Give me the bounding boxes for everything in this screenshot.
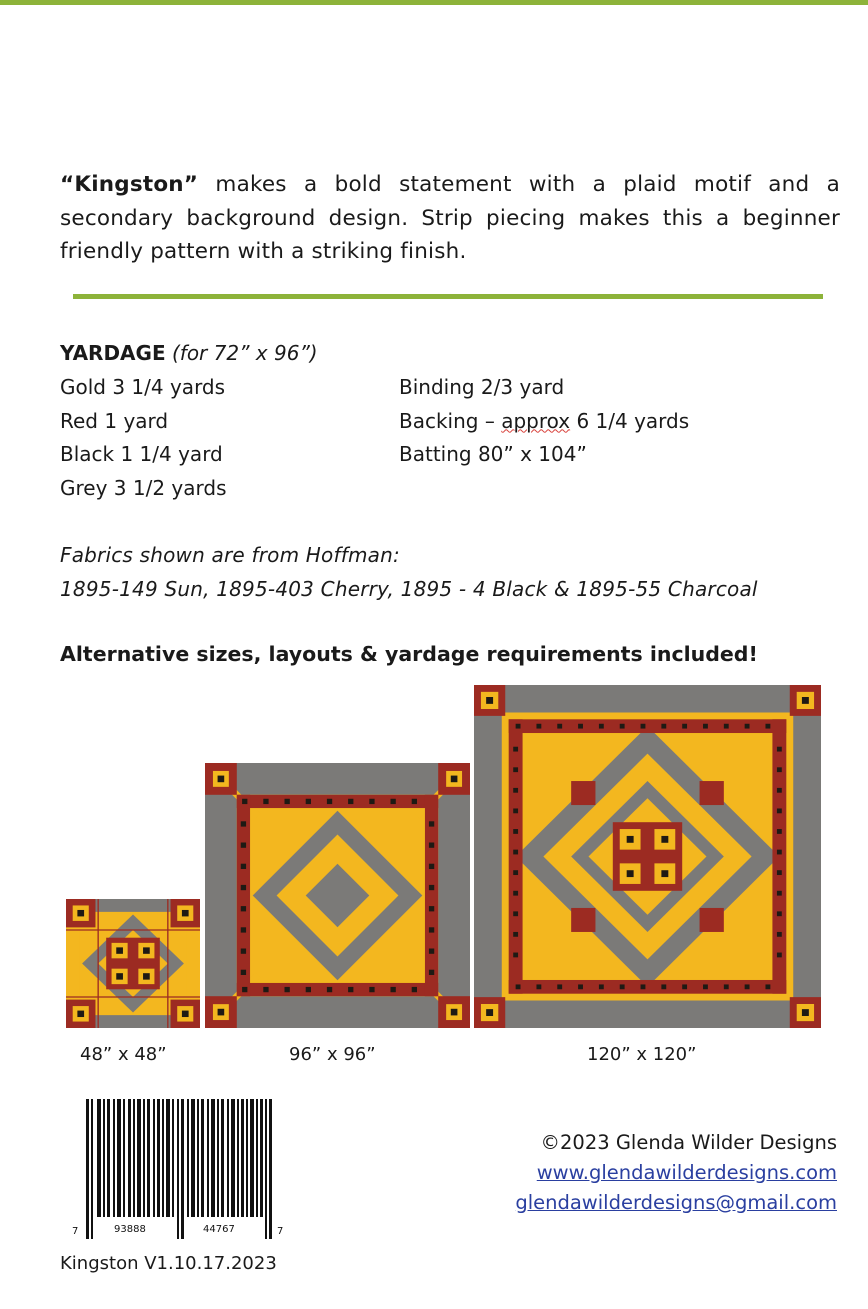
barcode-digit-left: 7: [72, 1226, 79, 1237]
yardage-item-black: Black 1 1/4 yard: [60, 442, 223, 466]
yardage-item-gold: Gold 3 1/4 yards: [60, 375, 226, 399]
yardage-item-grey: Grey 3 1/2 yards: [60, 475, 227, 500]
section-divider: [73, 294, 823, 299]
barcode-digits-group-1: 93888: [114, 1224, 146, 1235]
intro-paragraph: [60, 168, 840, 269]
quilt-size-label-48: 48” x 48”: [80, 1044, 167, 1065]
barcode-digit-right: 7: [277, 1226, 284, 1237]
yardage-size-note: (for 72” x 96”): [171, 341, 318, 365]
copyright-line: ©2023 Glenda Wilder Designs: [540, 1131, 837, 1154]
fabric-credits: [60, 539, 758, 606]
quilt-image-48: [66, 899, 200, 1028]
yardage-list-finishing: [399, 371, 689, 472]
yardage-list-fabrics: [60, 371, 226, 505]
version-label: Kingston V1.10.17.2023: [60, 1253, 277, 1274]
fabric-credits-list: 1895-149 Sun, 1895-403 Cherry, 1895 - 4 Black & 1895-55 Charcoal: [60, 576, 758, 601]
yardage-item-red: Red 1 yard: [60, 408, 169, 433]
pattern-name: “Kingston”: [60, 172, 199, 197]
yardage-heading: [60, 341, 318, 365]
quilt-image-96: [205, 763, 470, 1028]
yardage-item-backing: [399, 405, 689, 439]
quilt-size-label-120: 120” x 120”: [587, 1044, 697, 1065]
barcode-image: [72, 1099, 288, 1239]
alternatives-note: Alternative sizes, layouts & yardage requirements included!: [60, 642, 758, 666]
quilt-size-label-96: 96” x 96”: [289, 1044, 376, 1065]
backing-amount: 6 1/4 yards: [570, 408, 690, 433]
backing-prefix: Backing –: [399, 408, 502, 433]
yardage-item-batting: Batting 80” x 104”: [399, 442, 587, 466]
yardage-item-binding: Binding 2/3 yard: [399, 375, 565, 399]
website-link[interactable]: www.glendawilderdesigns.com: [536, 1161, 837, 1184]
quilt-image-120: [474, 685, 821, 1028]
fabric-credits-intro: Fabrics shown are from Hoffman:: [60, 543, 400, 567]
spellcheck-flagged-word: approx: [501, 408, 571, 433]
publisher-info: [515, 1128, 837, 1218]
yardage-title: YARDAGE: [60, 341, 166, 365]
email-link[interactable]: glendawilderdesigns@gmail.com: [515, 1191, 837, 1214]
barcode-digits-group-2: 44767: [203, 1224, 235, 1235]
top-accent-rule: [0, 0, 868, 5]
intro-text: makes a bold statement with a plaid motif and a secondary background design. Strip piecing makes this a beginner friendly pattern with a striking finish.: [60, 172, 840, 264]
